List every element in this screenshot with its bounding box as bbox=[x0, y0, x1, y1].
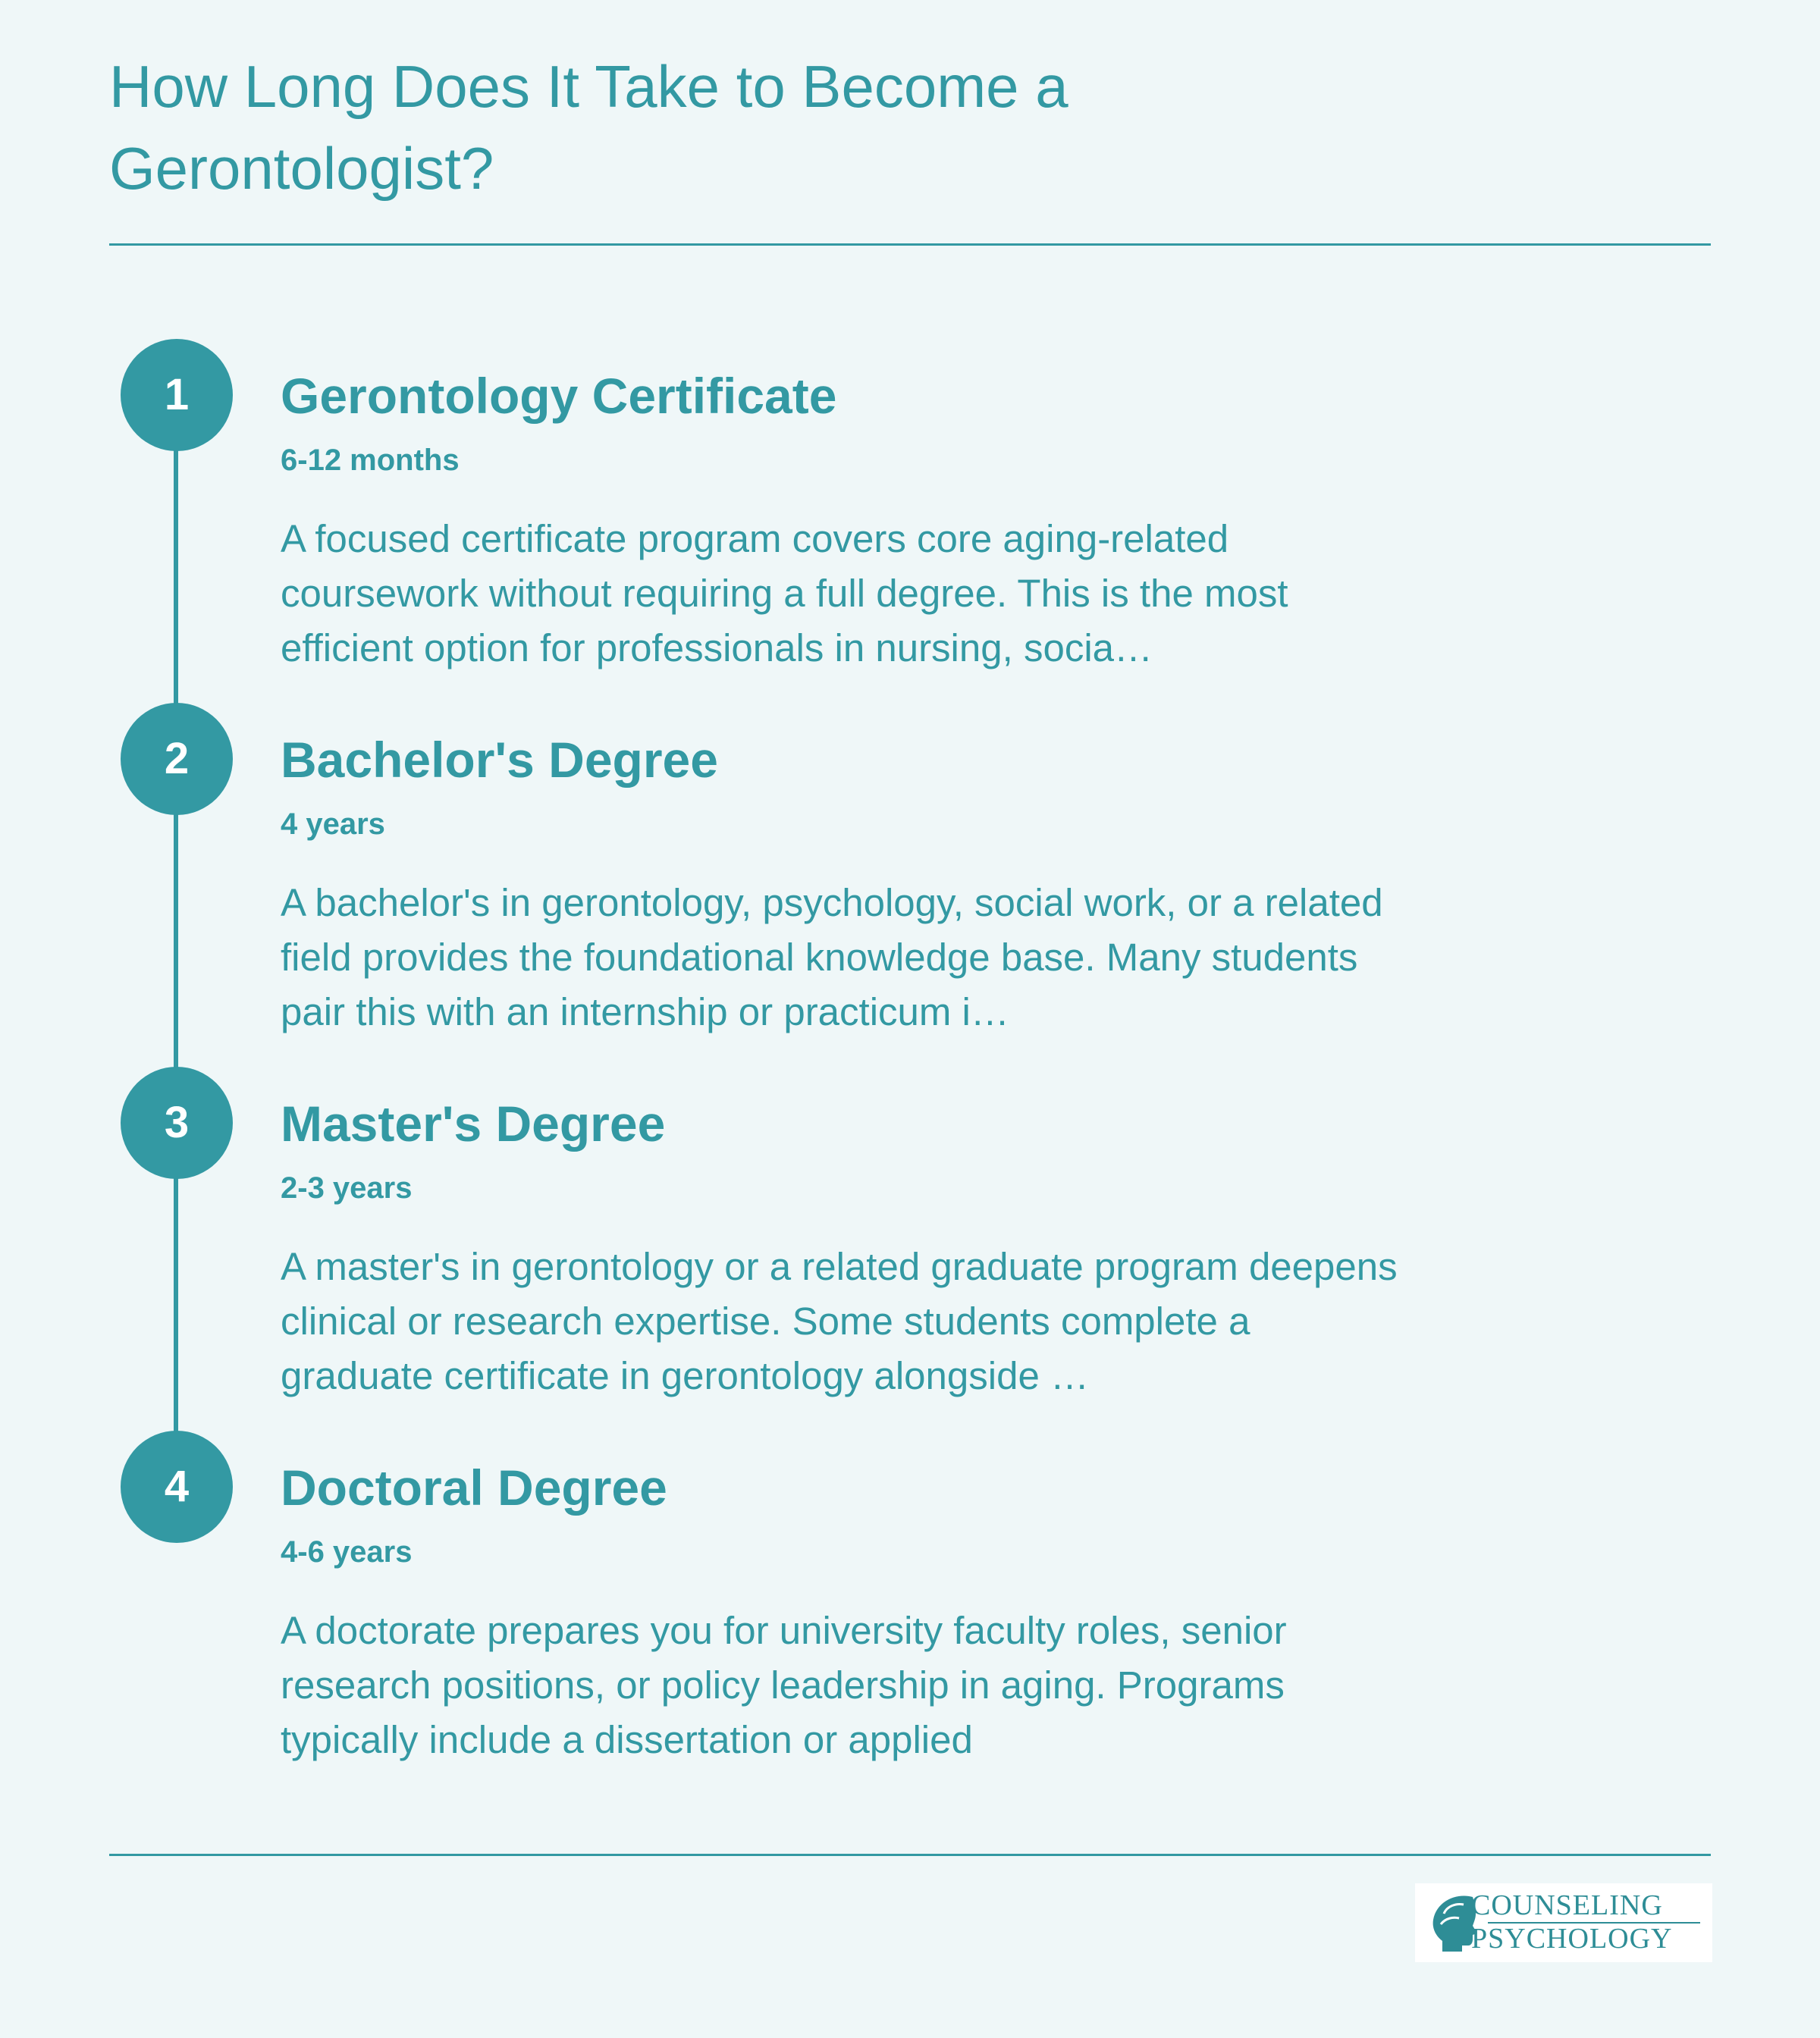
step-1-title: Gerontology Certificate bbox=[281, 368, 837, 424]
timeline-connector bbox=[174, 394, 178, 1486]
step-4-duration: 4-6 years bbox=[281, 1535, 413, 1569]
step-2-title: Bachelor's Degree bbox=[281, 732, 718, 788]
step-1-number-badge: 1 bbox=[121, 339, 233, 451]
step-3-title: Master's Degree bbox=[281, 1096, 666, 1152]
step-3-duration: 2-3 years bbox=[281, 1171, 413, 1205]
top-divider bbox=[109, 243, 1711, 246]
step-1-duration: 6-12 months bbox=[281, 444, 460, 477]
step-4-description: A doctorate prepares you for university faculty roles, senior research positions, or policy leadership in aging. Programs typically include a dissertation or applied bbox=[281, 1609, 1287, 1761]
step-2-number-badge: 2 bbox=[121, 703, 233, 815]
step-3-description: A master's in gerontology or a related graduate program deepens clinical or research expertise. Some students complete a graduate certificate in gerontology alongside … bbox=[281, 1245, 1398, 1397]
counseling-psychology-logo bbox=[1415, 1883, 1712, 1962]
logo-text-counseling: COUNSELING bbox=[1471, 1889, 1663, 1921]
step-4-title: Doctoral Degree bbox=[281, 1460, 667, 1516]
page-title: How Long Does It Take to Become a Gerontologist? bbox=[109, 53, 1068, 202]
logo-text-psychology: PSYCHOLOGY bbox=[1471, 1923, 1673, 1955]
step-2-duration: 4 years bbox=[281, 807, 385, 841]
step-1-description: A focused certificate program covers core aging-related coursework without requiring a full degree. This is the most efficient option for professionals in nursing, socia… bbox=[281, 517, 1288, 669]
step-2-description: A bachelor's in gerontology, psychology, social work, or a related field provides the foundational knowledge base. Many students pair this with an internship or practicum i… bbox=[281, 881, 1383, 1033]
step-4-number-badge: 4 bbox=[121, 1431, 233, 1543]
bottom-divider bbox=[109, 1854, 1711, 1856]
step-3-number-badge: 3 bbox=[121, 1067, 233, 1179]
